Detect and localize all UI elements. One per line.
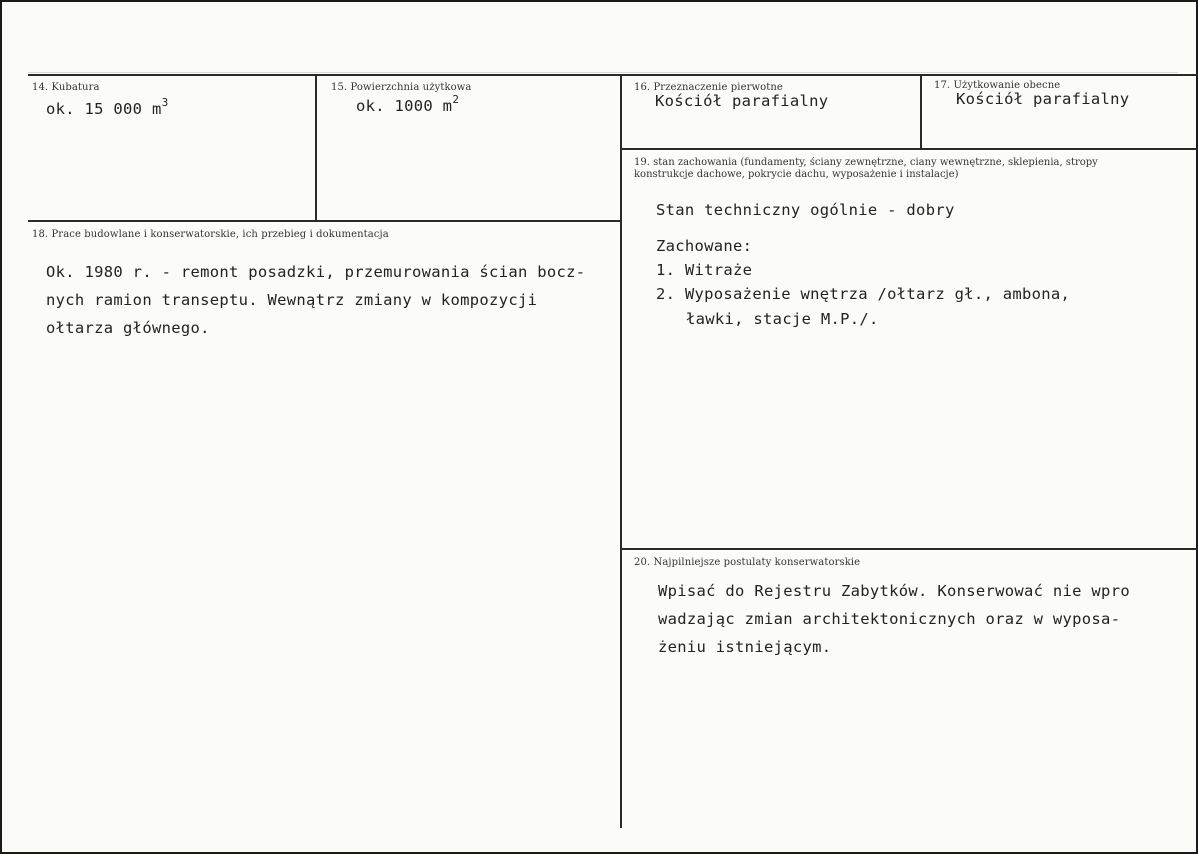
field-19-label-line: 19. stan zachowania (fundamenty, ściany zewnętrzne, ciany wewnętrzne, sklepienia, stropy	[634, 157, 1098, 168]
field-18-line: nych ramion transeptu. Wewnątrz zmiany w kompozycji	[46, 291, 538, 309]
divider-16-17	[920, 76, 922, 149]
field-19-item-1: 1. Witraże	[656, 261, 753, 279]
rule-under-14-15	[28, 220, 620, 222]
field-19-item-2-cont: ławki, stacje M.P./.	[686, 310, 879, 328]
field-19-item-2: 2. Wyposażenie wnętrza /ołtarz gł., ambona,	[656, 285, 1071, 303]
field-19-label	[634, 157, 1194, 181]
divider-left-right	[620, 76, 622, 828]
field-14-unit-sup: 3	[161, 96, 169, 109]
field-14-value-text: ok. 15 000 m	[46, 100, 162, 118]
field-15-value-text: ok. 1000 m	[356, 97, 453, 115]
field-17-value: Kościół parafialny	[956, 90, 1130, 108]
field-20-line: wadzając zmian architektonicznych oraz w wyposa-	[658, 610, 1121, 628]
field-15-value	[356, 93, 460, 115]
field-14-value	[46, 96, 169, 118]
top-rule	[28, 74, 1198, 76]
field-17-label: 17. Użytkowanie obecne	[934, 80, 1061, 91]
divider-14-15	[315, 76, 317, 221]
field-19-label-line: konstrukcje dachowe, pokrycie dachu, wyposażenie i instalacje)	[634, 169, 959, 180]
field-20-text	[658, 577, 1130, 661]
rule-under-19	[620, 548, 1198, 550]
field-19-condition: Stan techniczny ogólnie - dobry	[656, 201, 955, 219]
field-15-label: 15. Powierzchnia użytkowa	[331, 82, 472, 93]
field-20-line: żeniu istniejącym.	[658, 638, 832, 656]
field-16-label: 16. Przeznaczenie pierwotne	[634, 82, 783, 93]
rule-under-16-17	[620, 148, 1198, 150]
field-20-line: Wpisać do Rejestru Zabytków. Konserwować nie wpro	[658, 582, 1130, 600]
field-18-label: 18. Prace budowlane i konserwatorskie, ich przebieg i dokumentacja	[32, 229, 389, 240]
field-14-label: 14. Kubatura	[32, 82, 100, 93]
field-18-line: Ok. 1980 r. - remont posadzki, przemurowania ścian bocz-	[46, 263, 586, 281]
field-18-line: ołtarza głównego.	[46, 319, 210, 337]
field-19-preserved-heading: Zachowane:	[656, 237, 753, 255]
field-20-label: 20. Najpilniejsze postulaty konserwatorskie	[634, 557, 861, 568]
field-15-unit-sup: 2	[452, 93, 460, 106]
field-18-text	[46, 258, 585, 342]
field-16-value: Kościół parafialny	[655, 92, 829, 110]
